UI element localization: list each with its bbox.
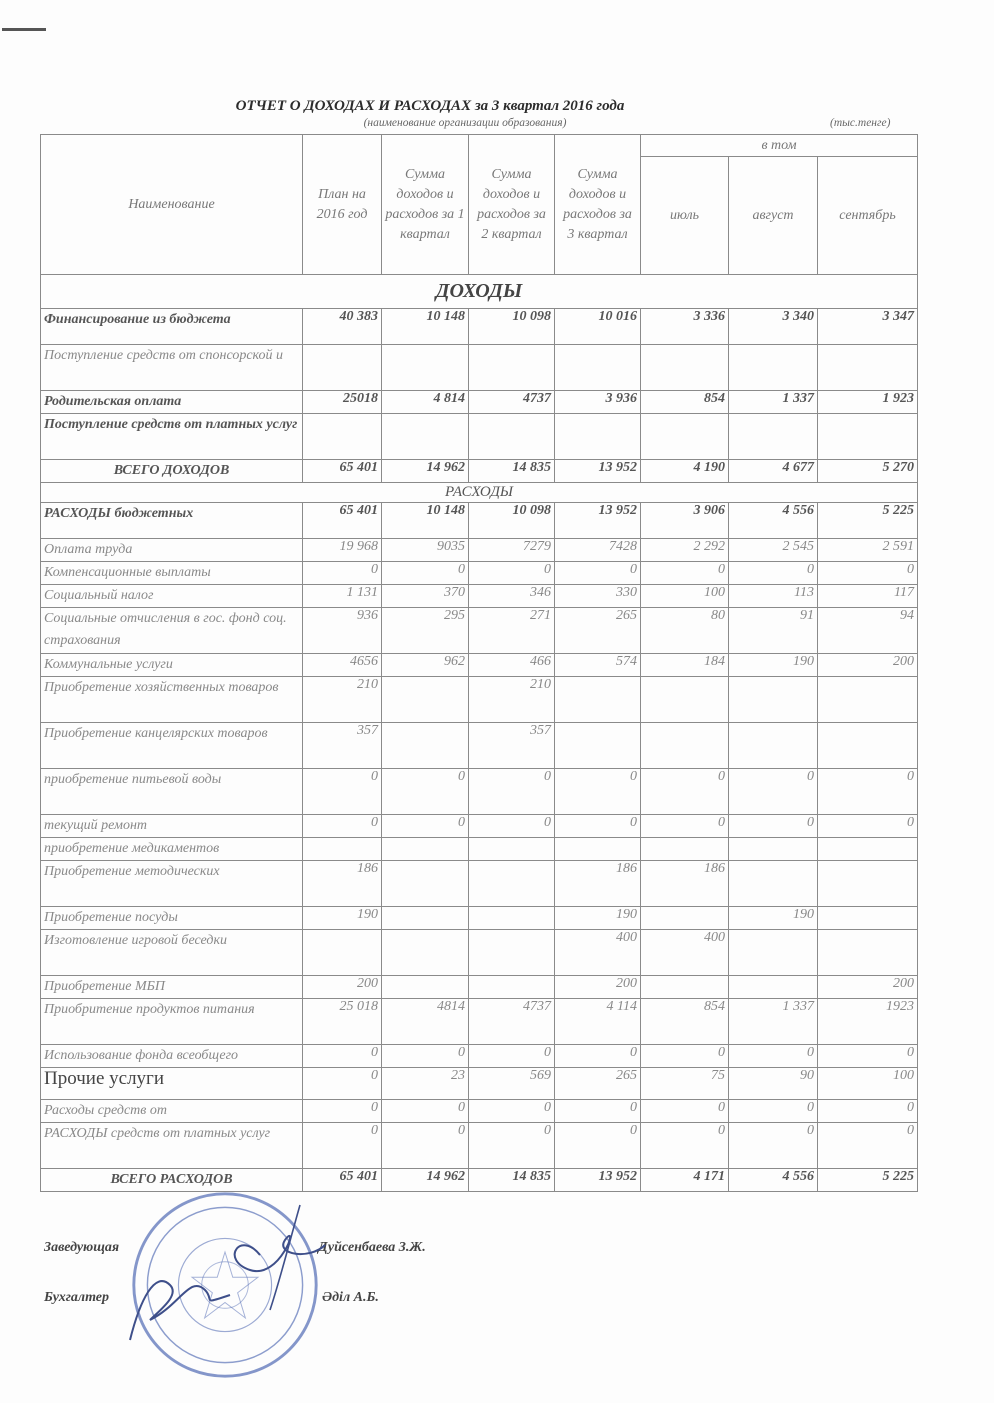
row-value [729, 930, 818, 976]
row-value: 7279 [469, 539, 555, 562]
units-caption: (тыс.тенге) [830, 117, 891, 129]
row-value: 0 [818, 562, 918, 585]
row-value: 0 [303, 562, 382, 585]
row-label: Родительская оплата [41, 391, 303, 414]
row-value [382, 976, 469, 999]
table-row [41, 391, 918, 414]
row-value: 1 337 [729, 999, 818, 1045]
row-value [818, 723, 918, 769]
row-value: 200 [818, 654, 918, 677]
row-value: 0 [382, 815, 469, 838]
row-value: 4737 [469, 999, 555, 1045]
row-value: 94 [818, 608, 918, 654]
row-value [382, 930, 469, 976]
row-label: Прочие услуги [41, 1068, 303, 1100]
row-label: Компенсационные выплаты [41, 562, 303, 585]
table-row [41, 930, 918, 976]
row-value [729, 861, 818, 907]
row-value: 0 [729, 1100, 818, 1123]
row-value: 400 [555, 930, 641, 976]
table-row [41, 1100, 918, 1123]
row-label: текущий ремонт [41, 815, 303, 838]
row-value [382, 677, 469, 723]
row-value: 200 [818, 976, 918, 999]
row-value: 0 [469, 1123, 555, 1169]
row-value: 0 [641, 1100, 729, 1123]
row-value: 0 [382, 769, 469, 815]
row-value: 4 814 [382, 391, 469, 414]
head-signature-label: Заведующая [44, 1240, 120, 1255]
row-value: 0 [469, 1045, 555, 1068]
row-value: 1 131 [303, 585, 382, 608]
row-label: Использование фонда всеобщего [41, 1045, 303, 1068]
row-value [382, 414, 469, 460]
row-value: 265 [555, 1068, 641, 1100]
col-header-q1: Сумма доходов и расходов за 1 квартал [382, 135, 469, 275]
row-value [818, 907, 918, 930]
row-value: 3 340 [729, 309, 818, 345]
row-value: 91 [729, 608, 818, 654]
row-label: Приобретение МБП [41, 976, 303, 999]
row-value: 0 [641, 769, 729, 815]
row-value [555, 414, 641, 460]
col-header-q2: Сумма доходов и расходов за 2 квартал [469, 135, 555, 275]
row-value: 0 [382, 1045, 469, 1068]
row-label: Изготовление игровой беседки [41, 930, 303, 976]
row-label: Финансирование из бюджета [41, 309, 303, 345]
table-row [41, 460, 918, 483]
row-value: 330 [555, 585, 641, 608]
accountant-signature-label: Бухгалтер [44, 1290, 110, 1305]
row-value: 0 [818, 1045, 918, 1068]
row-value: 25 018 [303, 999, 382, 1045]
table-row [41, 838, 918, 861]
row-value: 357 [469, 723, 555, 769]
row-value: 65 401 [303, 1169, 382, 1192]
row-value: 10 148 [382, 503, 469, 539]
row-value [641, 345, 729, 391]
row-value: 90 [729, 1068, 818, 1100]
head-signature-name: Дуйсенбаева З.Ж. [318, 1240, 426, 1255]
row-value: 100 [818, 1068, 918, 1100]
row-value: 186 [303, 861, 382, 907]
row-value [818, 838, 918, 861]
row-value: 1923 [818, 999, 918, 1045]
row-label: Приобретение канцелярских товаров [41, 723, 303, 769]
row-value [382, 723, 469, 769]
row-value: 40 383 [303, 309, 382, 345]
row-value: 3 347 [818, 309, 918, 345]
row-value: 10 098 [469, 309, 555, 345]
col-header-q3: Сумма доходов и расходов за 3 квартал [555, 135, 641, 275]
row-value: 0 [729, 562, 818, 585]
row-value: 357 [303, 723, 382, 769]
table-row [41, 976, 918, 999]
row-value: 80 [641, 608, 729, 654]
row-value: 346 [469, 585, 555, 608]
row-value: 19 968 [303, 539, 382, 562]
row-value: 190 [303, 907, 382, 930]
row-value [382, 907, 469, 930]
row-value: 186 [641, 861, 729, 907]
row-value: 13 952 [555, 460, 641, 483]
row-value: 0 [555, 769, 641, 815]
row-value: 0 [555, 1100, 641, 1123]
row-value: 295 [382, 608, 469, 654]
table-row [41, 907, 918, 930]
table-row [41, 1123, 918, 1169]
row-value: 14 962 [382, 460, 469, 483]
table-row [41, 345, 918, 391]
row-value: 0 [303, 1045, 382, 1068]
row-label: приобретение медикаментов [41, 838, 303, 861]
report-table [40, 134, 918, 1192]
row-value: 0 [729, 815, 818, 838]
row-value: 4 171 [641, 1169, 729, 1192]
row-value: 0 [729, 1045, 818, 1068]
row-value: 210 [469, 677, 555, 723]
row-value [382, 345, 469, 391]
row-value [641, 838, 729, 861]
row-value: 200 [303, 976, 382, 999]
organization-caption: (наименование организации образования) [363, 117, 567, 129]
row-value: 10 098 [469, 503, 555, 539]
row-value: 0 [382, 562, 469, 585]
row-value: 854 [641, 391, 729, 414]
row-value: 271 [469, 608, 555, 654]
table-row [41, 654, 918, 677]
row-value: 0 [555, 815, 641, 838]
row-value: 3 906 [641, 503, 729, 539]
row-value [641, 976, 729, 999]
row-value: 14 962 [382, 1169, 469, 1192]
row-value: 4 190 [641, 460, 729, 483]
row-value: 0 [818, 1123, 918, 1169]
row-value: 5 270 [818, 460, 918, 483]
row-value [818, 930, 918, 976]
row-value: 25018 [303, 391, 382, 414]
row-value [729, 677, 818, 723]
row-label: ВСЕГО РАСХОДОВ [41, 1169, 303, 1192]
row-value: 466 [469, 654, 555, 677]
row-value: 569 [469, 1068, 555, 1100]
table-row [41, 769, 918, 815]
row-value: 3 336 [641, 309, 729, 345]
col-header-name: Наименование [41, 135, 303, 275]
col-header-group: в том [641, 135, 918, 157]
row-value: 854 [641, 999, 729, 1045]
row-value: 0 [729, 1123, 818, 1169]
table-row [41, 815, 918, 838]
row-label: Приобретение хозяйственных товаров [41, 677, 303, 723]
row-value: 13 952 [555, 503, 641, 539]
row-value: 9035 [382, 539, 469, 562]
row-value [729, 976, 818, 999]
row-value [303, 930, 382, 976]
row-value [818, 861, 918, 907]
table-row [41, 1045, 918, 1068]
table-row [41, 585, 918, 608]
row-value: 184 [641, 654, 729, 677]
table-row [41, 999, 918, 1045]
row-value: 0 [641, 562, 729, 585]
row-value [469, 907, 555, 930]
scan-edge-mark [2, 28, 46, 31]
expense-section-heading: РАСХОДЫ [41, 483, 918, 503]
row-value [818, 345, 918, 391]
row-value: 65 401 [303, 503, 382, 539]
row-value: 0 [555, 1045, 641, 1068]
row-value [818, 414, 918, 460]
row-value [303, 414, 382, 460]
handwritten-signatures [110, 1200, 340, 1350]
row-value: 2 292 [641, 539, 729, 562]
row-value: 1 923 [818, 391, 918, 414]
row-value [469, 930, 555, 976]
row-value: 0 [641, 815, 729, 838]
row-value [303, 838, 382, 861]
row-value: 3 936 [555, 391, 641, 414]
row-value [555, 677, 641, 723]
row-value: 370 [382, 585, 469, 608]
row-label: Приобретение посуды [41, 907, 303, 930]
row-value: 4 677 [729, 460, 818, 483]
row-value [469, 861, 555, 907]
row-value: 0 [303, 1100, 382, 1123]
row-value: 10 148 [382, 309, 469, 345]
row-value: 0 [818, 1100, 918, 1123]
row-value: 65 401 [303, 460, 382, 483]
row-value [641, 414, 729, 460]
row-value: 117 [818, 585, 918, 608]
row-label: приобретение питьевой воды [41, 769, 303, 815]
row-value [641, 723, 729, 769]
row-label: ВСЕГО ДОХОДОВ [41, 460, 303, 483]
row-value: 4 556 [729, 1169, 818, 1192]
row-value [729, 414, 818, 460]
row-value: 2 591 [818, 539, 918, 562]
row-value: 4814 [382, 999, 469, 1045]
row-value: 962 [382, 654, 469, 677]
row-value: 0 [555, 562, 641, 585]
row-value [729, 345, 818, 391]
row-value: 0 [303, 815, 382, 838]
row-value: 0 [729, 769, 818, 815]
row-value: 0 [303, 1123, 382, 1169]
row-value: 574 [555, 654, 641, 677]
row-label: Социальный налог [41, 585, 303, 608]
col-header-august: август [729, 157, 818, 275]
row-label: РАСХОДЫ средств от платных услуг [41, 1123, 303, 1169]
row-value: 4 114 [555, 999, 641, 1045]
row-label: Приобритение продуктов питания [41, 999, 303, 1045]
table-row [41, 562, 918, 585]
col-header-september: сентябрь [818, 157, 918, 275]
row-value: 0 [818, 769, 918, 815]
row-value [382, 861, 469, 907]
row-value [469, 838, 555, 861]
row-value [469, 345, 555, 391]
row-label: Оплата труда [41, 539, 303, 562]
row-value: 190 [729, 907, 818, 930]
row-label: Расходы средств от [41, 1100, 303, 1123]
row-value [469, 414, 555, 460]
row-value: 186 [555, 861, 641, 907]
table-row [41, 723, 918, 769]
row-value: 0 [469, 1100, 555, 1123]
row-label: Приобретение методических [41, 861, 303, 907]
row-label: Поступление средств от платных услуг [41, 414, 303, 460]
row-value: 4656 [303, 654, 382, 677]
row-value: 0 [469, 562, 555, 585]
row-value: 7428 [555, 539, 641, 562]
row-value: 1 337 [729, 391, 818, 414]
row-value: 0 [469, 769, 555, 815]
row-value: 75 [641, 1068, 729, 1100]
row-value: 200 [555, 976, 641, 999]
row-value: 5 225 [818, 503, 918, 539]
accountant-signature-name: Әділ А.Б. [322, 1290, 379, 1305]
row-value [382, 838, 469, 861]
table-row [41, 1068, 918, 1100]
row-value: 0 [303, 769, 382, 815]
report-title: ОТЧЕТ О ДОХОДАХ И РАСХОДАХ за 3 квартал 2016 года [235, 98, 625, 114]
row-value [641, 677, 729, 723]
row-value: 936 [303, 608, 382, 654]
row-value: 113 [729, 585, 818, 608]
row-value [555, 345, 641, 391]
row-value: 0 [382, 1100, 469, 1123]
income-section-heading: ДОХОДЫ [41, 275, 918, 309]
col-header-july: июль [641, 157, 729, 275]
row-value: 400 [641, 930, 729, 976]
row-value [641, 907, 729, 930]
col-header-plan: План на 2016 год [303, 135, 382, 275]
row-value: 190 [729, 654, 818, 677]
row-value: 14 835 [469, 1169, 555, 1192]
row-value: 4737 [469, 391, 555, 414]
table-row [41, 539, 918, 562]
report-body [41, 275, 918, 1192]
row-value: 14 835 [469, 460, 555, 483]
row-value: 10 016 [555, 309, 641, 345]
row-value: 5 225 [818, 1169, 918, 1192]
row-value [555, 723, 641, 769]
row-label: Социальные отчисления в гос. фонд соц. страхования [41, 608, 303, 654]
row-value [303, 345, 382, 391]
row-value: 210 [303, 677, 382, 723]
row-label: Коммунальные услуги [41, 654, 303, 677]
row-value: 0 [641, 1045, 729, 1068]
row-value: 23 [382, 1068, 469, 1100]
row-value [469, 976, 555, 999]
row-value: 0 [555, 1123, 641, 1169]
row-value: 0 [303, 1068, 382, 1100]
row-value [555, 838, 641, 861]
table-row [41, 414, 918, 460]
row-label: РАСХОДЫ бюджетных [41, 503, 303, 539]
row-value: 190 [555, 907, 641, 930]
row-label: Поступление средств от спонсорской и [41, 345, 303, 391]
row-value: 2 545 [729, 539, 818, 562]
table-row [41, 503, 918, 539]
row-value [818, 677, 918, 723]
row-value: 4 556 [729, 503, 818, 539]
table-row [41, 677, 918, 723]
table-row [41, 608, 918, 654]
table-row [41, 309, 918, 345]
row-value: 0 [469, 815, 555, 838]
row-value: 265 [555, 608, 641, 654]
row-value: 0 [382, 1123, 469, 1169]
row-value: 0 [641, 1123, 729, 1169]
row-value [729, 723, 818, 769]
row-value: 0 [818, 815, 918, 838]
row-value: 100 [641, 585, 729, 608]
row-value: 13 952 [555, 1169, 641, 1192]
row-value [729, 838, 818, 861]
table-row [41, 861, 918, 907]
